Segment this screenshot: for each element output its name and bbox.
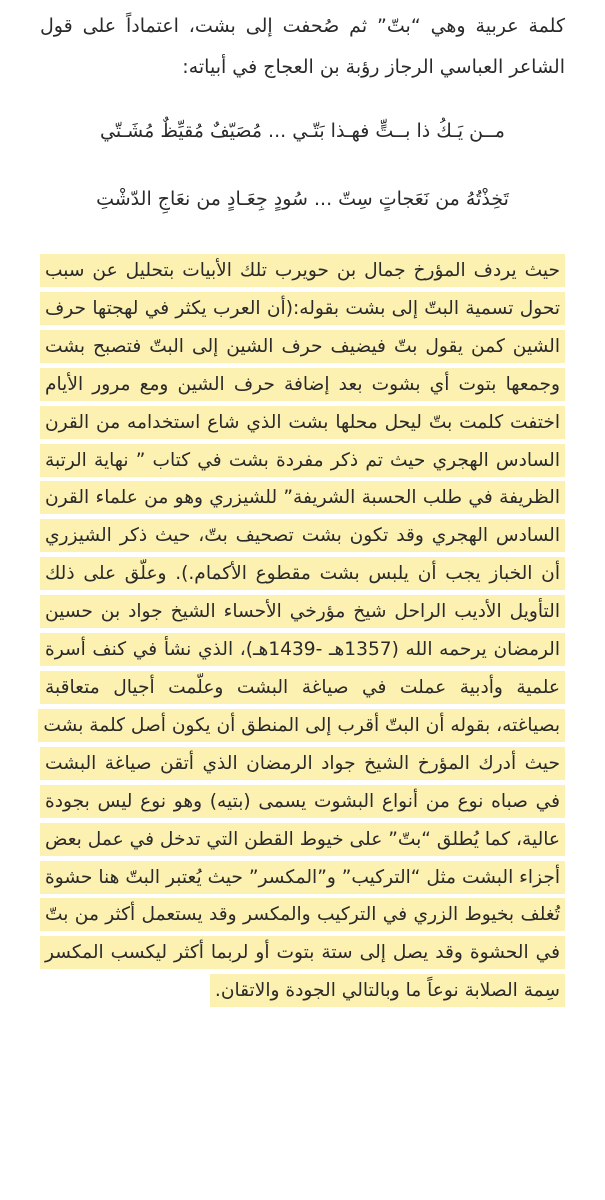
highlighted-paragraph-block <box>40 252 565 1010</box>
poem-verse-2: تَخِذْتُهُ من نَعَجاتٍ سِتّ ... سُودٍ جِعَـادٍ من نعَاجِ الدّشْتِ <box>96 188 509 210</box>
poem-verse-1: مــن يَـكُ ذا بــتٍّ فهـذا بَتّـي ... مُصَيّفٌ مُقيِّظٌ مُشَـتّي <box>100 120 505 142</box>
highlighted-paragraph: حيث يردف المؤرخ جمال بن حويرب تلك الأبيات بتحليل عن سبب تحول تسمية البتّ إلى بشت بقوله:(أن العرب يكثر في لهجتها حرف الشين كمن يقول بتّ فيضيف حرف الشين إلى البتّ فتصبح بشت وجمعها بتوت أي بشوت بعد إضافة حرف الشين ومع مرور الأيام اختفت كلمت بتّ ليحل محلها بشت الذي شاع استخدامه من القرن السادس الهجري حيث تم ذكر مفردة بشت في كتاب ” نهاية الرتبة الظريفة في طلب الحسبة الشريفة” للشيزري وهو من علماء القرن السادس الهجري وقد تكون بشت تصحيف بتّ، حيث ذكر الشيزري أن الخباز يجب أن يلبس بشت مقطوع الأكمام.). وعلّق على ذلك التأويل الأديب الراحل شيخ مؤرخي الأحساء الشيخ جواد بن حسين الرمضان يرحمه الله (1357هـ -1439هـ)، الذي نشأ في كنف أسرة علمية وأدبية عملت في صياغة البشت وعلّمت أجيال متعاقبة بصياغته، بقوله أن البتّ أقرب إلى المنطق أن يكون أصل كلمة بشت حيث أدرك المؤرخ الشيخ جواد الرمضان الذي أتقن صياغة البشت في صباه نوع من أنواع البشوت يسمى (بتيه) وهو نوع ليس بجودة عالية، كما يُطلق “بتّ” على خيوط القطن التي تدخل في عمل بعض أجزاء البشت مثل “التركيب” و”المكسر” حيث يُعتبر البتّ هنا حشوة تُغلف بخيوط الزري في التركيب والمكسر وقد يستعمل أكثر من بتّ في الحشوة وقد يصل إلى ستة بتوت أو لربما أكثر ليكسب المكسر سِمة الصلابة نوعاً ما وبالتالي الجودة والاتقان. <box>38 254 565 1007</box>
intro-paragraph: كلمة عربية وهي “بتّ” ثم صُحفت إلى بشت، اعتماداً على قول الشاعر العباسي الرجاز رؤبة بن العجاج في أبياته: <box>40 15 565 78</box>
